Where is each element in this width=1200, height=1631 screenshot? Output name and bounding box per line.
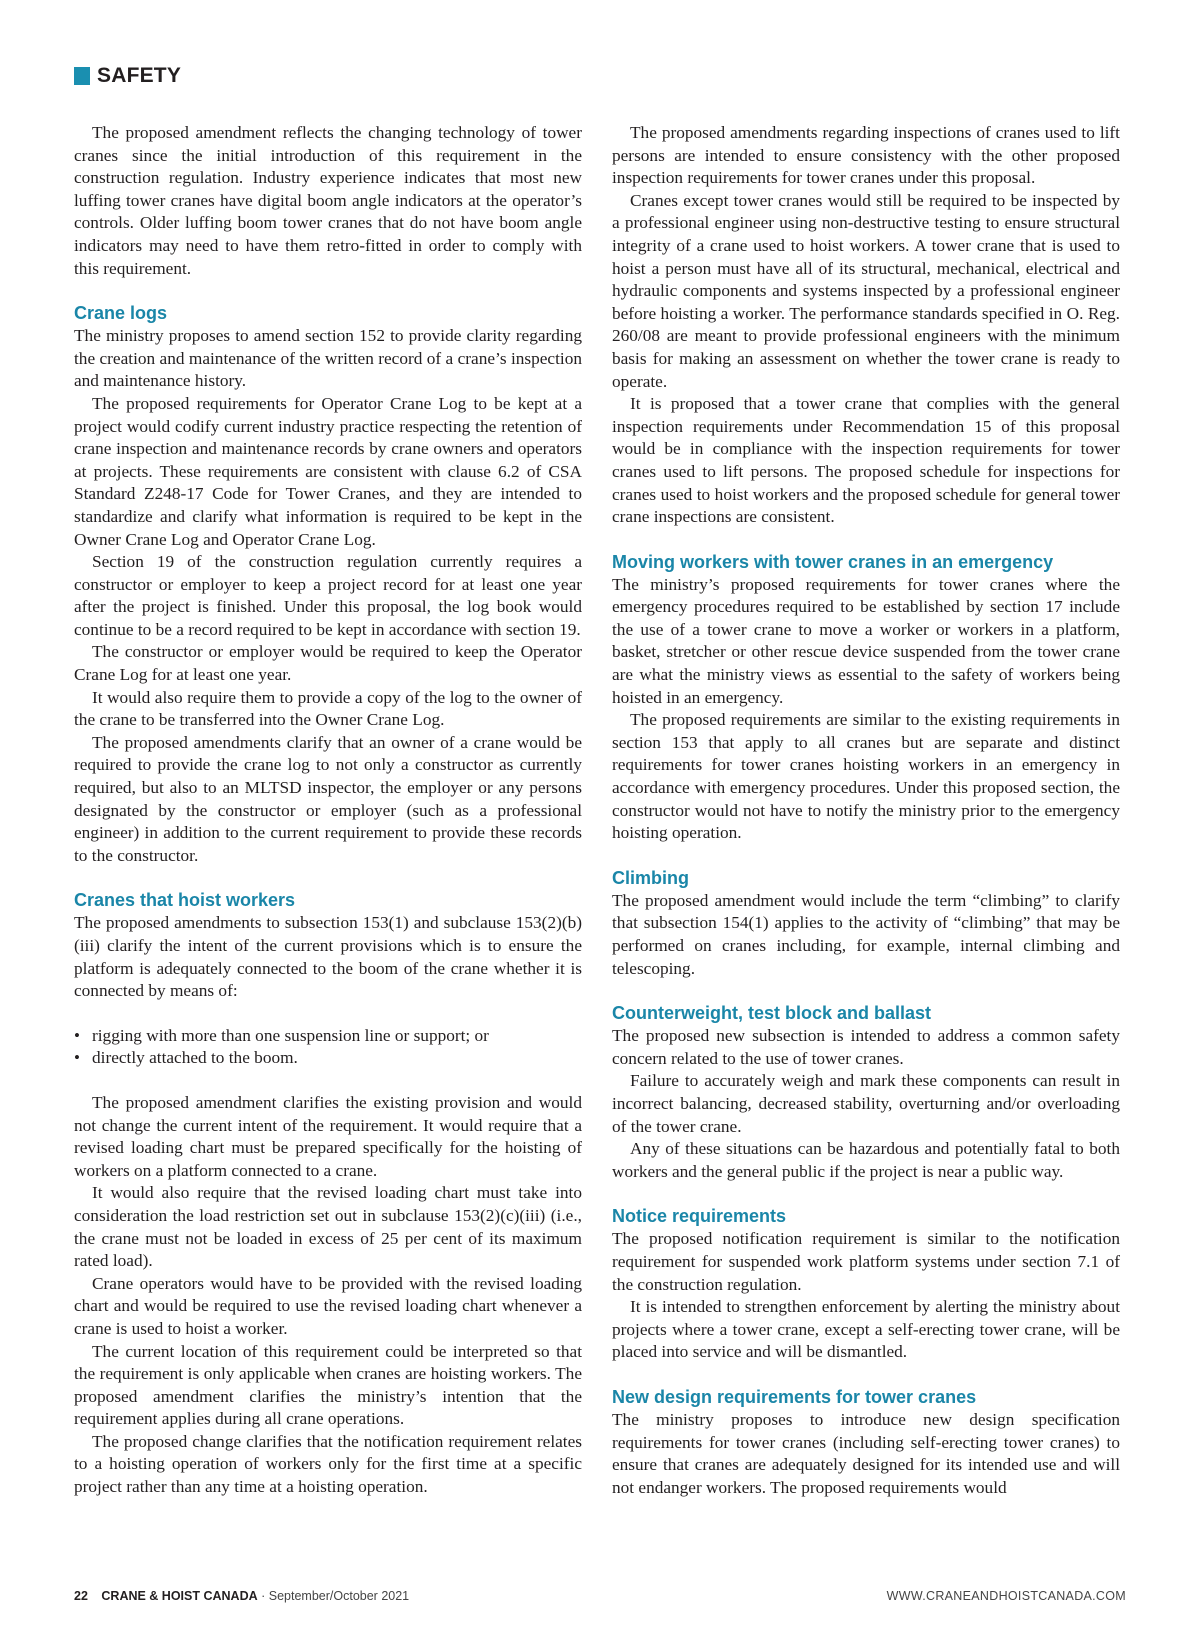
section-tag <box>74 64 181 88</box>
paragraph: The proposed amendments to subsection 153(1) and subclause 153(2)(b)(iii) clarify the intent of the current provisions which is to ensure the platform is adequately connected to the boom of the crane whether it is connected by means of: <box>74 913 582 1001</box>
paragraph: The proposed requirements are similar to the existing requirements in section 153 that apply to all cranes but are separate and distinct requirements for tower cranes hoisting workers in an emergency in accordance with emergency procedures. Under this proposed section, the constructor would not have to notify the ministry prior to the emergency hoisting operation. <box>612 710 1120 843</box>
paragraph: The proposed notification requirement is similar to the notification requirement for suspended work platform systems under section 7.1 of the construction regulation. <box>612 1229 1120 1294</box>
bullet-item: • directly attached to the boom. <box>74 1047 582 1070</box>
heading-moving-workers: Moving workers with tower cranes in an emergency <box>612 551 1054 572</box>
paragraph: The proposed amendment would include the term “climbing” to clarify that subsection 154(1) applies to the activity of “climbing” that may be performed on cranes including, for example, internal climbing and telescoping. <box>612 890 1120 978</box>
paragraph: The proposed amendments clarify that an owner of a crane would be required to provide the crane log to not only a constructor as currently required, but also to an MLTSD inspector, the employer or any persons designated by the constructor or employer (such as a professional engineer) in addition to the current requirement to provide these records to the constructor. <box>74 732 582 865</box>
paragraph: Crane operators would have to be provided with the revised loading chart and would be required to use the revised loading chart whenever a crane is used to hoist a worker. <box>74 1273 582 1338</box>
right-column <box>612 122 1120 1499</box>
paragraph: The ministry proposes to amend section 152 to provide clarity regarding the creation and maintenance of the written record of a crane’s inspection and maintenance history. <box>74 326 582 391</box>
paragraph: Cranes except tower cranes would still be required to be inspected by a professional engineer using non-destructive testing to ensure structural integrity of a crane used to hoist workers. A tower crane that is used to hoist a person must have all of its structural, mechanical, electrical and hydraulic components and systems inspected by a professional engineer before hoisting a worker. The performance standards specified in O. Reg. 260/08 are meant to provide professional engineers with the minimum basis for making an assessment on whether the tower crane is ready to operate. <box>612 190 1120 391</box>
page-footer <box>74 1589 1126 1603</box>
paragraph: The ministry’s proposed requirements for tower cranes where the emergency procedures required to be established by section 17 include the use of a tower crane to move a worker or workers in a platform, basket, stretcher or other rescue device suspended from the tower crane are what the ministry views as essential to the safety of workers being hoisted in an emergency. <box>612 574 1120 707</box>
heading-crane-logs: Crane logs <box>74 303 168 324</box>
magazine-name: CRANE & HOIST CANADA <box>101 1589 258 1603</box>
paragraph: It is intended to strengthen enforcement by alerting the ministry about projects where a tower crane, except a self-erecting tower crane, will be placed into service and will be dismantled. <box>612 1297 1120 1362</box>
intro-paragraph: The proposed amendment reflects the changing technology of tower cranes since the initial introduction of this requirement in the construction regulation. Industry experience indicates that most new luffing tower cranes have digital boom angle indicators at the operator’s controls. Older luffing boom tower cranes that do not have boom angle indicators may need to have them retro-fitted in order to comply with this requirement. <box>74 123 582 278</box>
paragraph: The proposed change clarifies that the notification requirement relates to a hoisting operation of workers only for the first time at a specific project rather than any time at a hoisting operation. <box>74 1431 582 1497</box>
heading-cranes-hoist-workers: Cranes that hoist workers <box>74 890 296 911</box>
heading-new-design: New design requirements for tower cranes <box>612 1386 977 1407</box>
paragraph: The current location of this requirement could be interpreted so that the requirement is only applicable when cranes are hoisting workers. The proposed amendment clarifies the ministry’s intention that the requirement applies during all crane operations. <box>74 1341 582 1429</box>
section-square-icon <box>74 67 90 85</box>
paragraph: Any of these situations can be hazardous and potentially fatal to both workers and the general public if the project is near a public way. <box>612 1139 1120 1181</box>
paragraph: Section 19 of the construction regulation currently requires a constructor or employer to keep a project record for at least one year after the project is finished. Under this proposal, the log book would continue to be a record required to be kept in accordance with section 19. <box>74 552 582 639</box>
page-number: 22 <box>74 1589 88 1603</box>
paragraph: The proposed amendments regarding inspections of cranes used to lift persons are intended to ensure consistency with the other proposed inspection requirements for tower cranes under this proposal. <box>612 123 1120 188</box>
section-label: SAFETY <box>97 64 182 87</box>
heading-climbing: Climbing <box>612 867 689 888</box>
paragraph: It would also require that the revised loading chart must take into consideration the load restriction set out in subclause 153(2)(c)(iii) (i.e., the crane must not be loaded in excess of 25 per cent of its maximum rated load). <box>74 1183 582 1271</box>
heading-counterweight: Counterweight, test block and ballast <box>612 1003 932 1024</box>
paragraph: The proposed new subsection is intended to address a common safety concern related to the use of tower cranes. <box>612 1026 1120 1068</box>
paragraph: The proposed amendment clarifies the existing provision and would not change the current intent of the requirement. It would require that a revised loading chart must be prepared specifically for the hoisting of workers on a platform connected to a crane. <box>74 1092 582 1180</box>
paragraph: It would also require them to provide a copy of the log to the owner of the crane to be transferred into the Owner Crane Log. <box>74 687 582 730</box>
left-column <box>74 122 582 1499</box>
paragraph: It is proposed that a tower crane that complies with the general inspection requirements under Recommendation 15 of this proposal would be in compliance with the inspection requirements for tower cranes used to lift persons. The proposed schedule for inspections for cranes used to hoist workers and the proposed schedule for general tower crane inspections are consistent. <box>612 394 1120 527</box>
paragraph: The proposed requirements for Operator Crane Log to be kept at a project would codify current industry practice respecting the retention of crane inspection and maintenance records by crane owners and operators at projects. These requirements are consistent with clause 6.2 of CSA Standard Z248-17 Code for Tower Cranes, and they are intended to standardize and clarify what information is required to be kept in the Owner Crane Log and Operator Crane Log. <box>74 393 582 549</box>
bullet-list <box>74 1025 582 1070</box>
paragraph: The ministry proposes to introduce new design specification requirements for tower cranes (including self-erecting tower cranes) to ensure that cranes are adequately designed for its intended use and will not endanger workers. The proposed requirements would <box>612 1409 1120 1497</box>
paragraph: Failure to accurately weigh and mark these components can result in incorrect balancing, decreased stability, overturning and/or overloading of the tower crane. <box>612 1071 1120 1136</box>
website-url: WWW.CRANEANDHOISTCANADA.COM <box>886 1589 1126 1603</box>
issue-date: · September/October 2021 <box>261 1589 410 1603</box>
paragraph: The constructor or employer would be required to keep the Operator Crane Log for at least one year. <box>74 642 582 685</box>
heading-notice-requirements: Notice requirements <box>612 1206 787 1227</box>
footer-left <box>74 1589 409 1603</box>
bullet-item: • rigging with more than one suspension line or support; or <box>74 1025 582 1048</box>
